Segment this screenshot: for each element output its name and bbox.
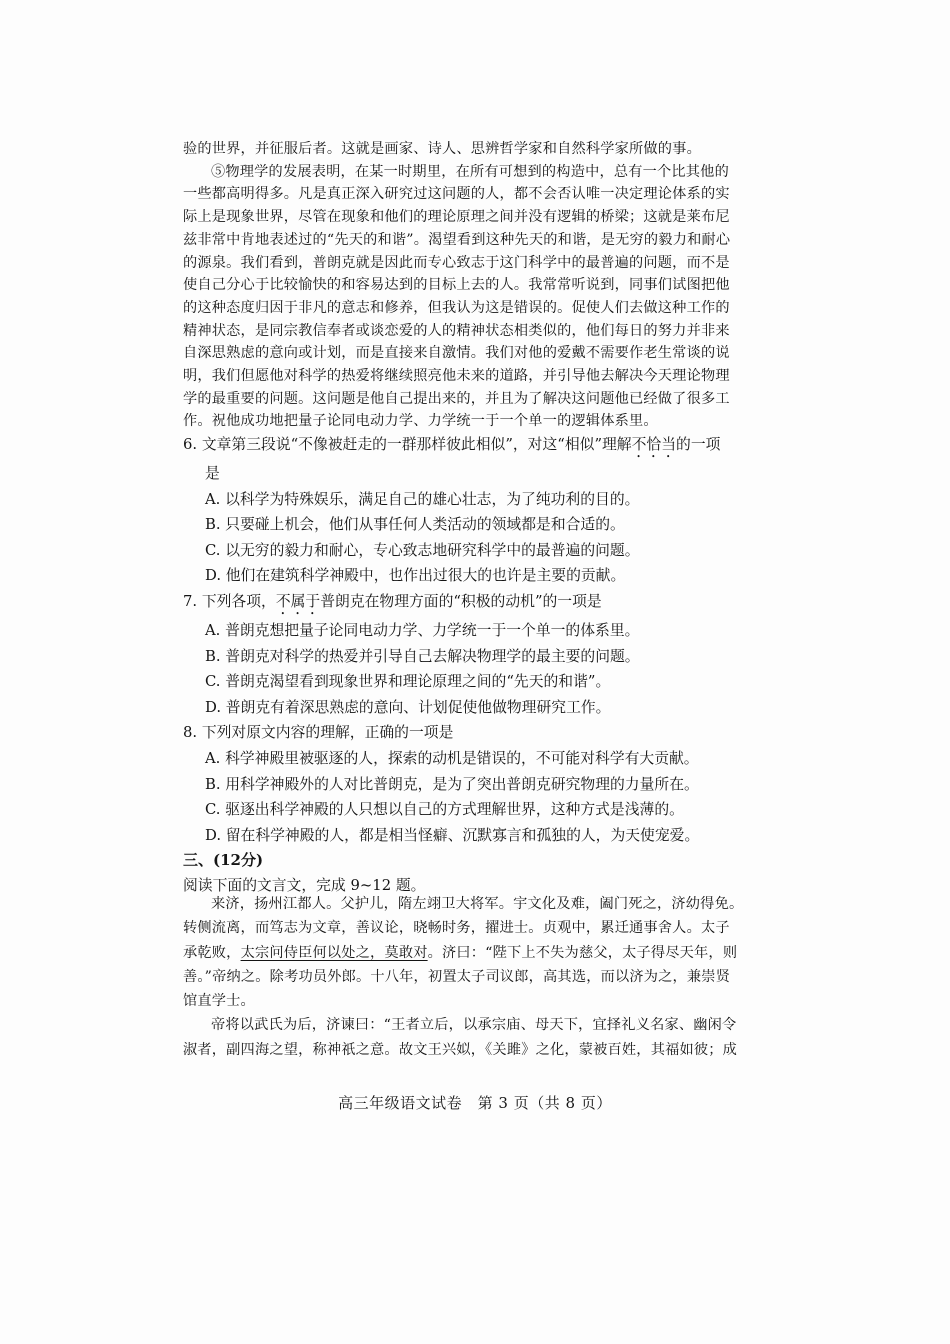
reading-passage [183,138,788,433]
classical-line: 承乾败，太宗问侍臣何以处之，莫敢对。济曰：“陛下上不失为慈父，太子得尽天年，则 [183,944,738,961]
emphasis-text: 不属于 [275,592,321,610]
classical-line: 来济，扬州江都人。父护儿，隋左翊卫大将军。宇文化及难，阖门死之，济幼得免。 [211,896,744,912]
question-7-stem: 7. 下列各项，不属于普朗克在物理方面的“积极的动机”的一项是 [183,592,602,610]
question-8-option-b: B. 用科学神殿外的人对比普朗克，是为了突出普朗克研究物理的力量所在。 [205,775,699,793]
page-footer: 高三年级语文试卷 第 3 页（共 8 页） [338,1094,612,1112]
question-6-option-b: B. 只要碰上机会，他们从事任何人类活动的领域都是和合适的。 [205,516,625,534]
section-3-instruction: 阅读下面的文言文，完成 9~12 题。 [183,877,426,895]
classical-passage [183,892,788,1062]
question-6-stem: 6. 文章第三段说“不像被赶走的一群那样彼此相似”，对这“相似”理解不恰当的一项 [183,436,721,453]
classical-line: 帝将以武氏为后，济谏曰：“王者立后，以承宗庙、母天下，宜择礼义名家、幽闲令 [211,1017,737,1034]
passage-line: 明，我们但愿他对科学的热爱将继续照亮他未来的道路，并引导他去解决今天理论物理 [183,368,730,385]
classical-line: 淑者，副四海之望，称神祇之意。故文王兴姒，《关雎》之化，蒙被百姓，其福如彼；成 [183,1041,738,1058]
question-7-option-c: C. 普朗克渴望看到现象世界和理论原理之间的“先天的和谐”。 [205,673,611,691]
emphasis-text: 不恰当 [631,436,677,453]
passage-line: 使自己分心于比较愉快的和容易达到的目标上去的人。我常常听说到，同事们试图把他 [183,277,730,294]
question-8-option-a: A. 科学神殿里被驱逐的人，探索的动机是错误的，不可能对科学有大贡献。 [205,749,699,767]
classical-line: 转侧流离，而笃志为文章，善议论，晓畅时务，擢进士。贞观中，累迁通事舍人。太子 [183,920,730,937]
question-7-option-b: B. 普朗克对科学的热爱并引导自己去解决物理学的最主要的问题。 [205,647,640,665]
passage-line: 验的世界，并征服后者。这就是画家、诗人、思辨哲学家和自然科学家所做的事。 [183,141,701,157]
passage-line: 兹非常中肯地表述过的“先天的和谐”。渴望看到这种先天的和谐，是无穷的毅力和耐心 [183,231,731,248]
passage-line: 际上是现象世界，尽管在现象和他们的理论原理之间并没有逻辑的桥梁；这就是莱布尼 [183,209,730,226]
passage-line: 自深思熟虑的意向或计划，而是直接来自激情。我们对他的爱戴不需要作老生常谈的说 [183,345,730,362]
passage-line: ⑤物理学的发展表明，在某一时期里，在所有可想到的构造中，总有一个比其他的 [211,163,729,180]
passage-line: 的这种态度归因于非凡的意志和修养，但我认为这是错误的。促使人们去做这种工作的 [183,299,730,316]
questions-block [183,432,788,899]
passage-line: 的源泉。我们看到，普朗克就是因此而专心致志于这门科学中的最普遍的问题，而不是 [183,254,730,271]
section-3-heading: 三、(12分) [183,851,264,870]
classical-line: 善。”帝纳之。除考功员外郎。十八年，初置太子司议郎，高其选，而以济为之，兼崇贤 [183,968,731,985]
question-6-option-a: A. 以科学为特殊娱乐，满足自己的雄心壮志，为了纯功利的目的。 [205,490,640,508]
question-8-stem: 8. 下列对原文内容的理解，正确的一项是 [183,724,454,742]
question-8-option-d: D. 留在科学神殿的人，都是相当怪癖、沉默寡言和孤独的人，为天使宠爱。 [205,826,700,844]
underlined-sentence: 太宗问侍臣何以处之，莫敢对 [240,944,428,961]
question-7-option-d: D. 普朗克有着深思熟虑的意向、计划促使他做物理研究工作。 [205,698,611,716]
question-6-stem-cont: 是 [205,465,220,482]
classical-line: 馆直学士。 [183,993,255,1010]
passage-line: 一些都高明得多。凡是真正深入研究过这问题的人，都不会否认唯一决定理论体系的实 [183,186,730,203]
question-8-option-c: C. 驱逐出科学神殿的人只想以自己的方式理解世界，这种方式是浅薄的。 [205,801,684,819]
question-6-option-c: C. 以无穷的毅力和耐心，专心致志地研究科学中的最普遍的问题。 [205,541,640,559]
question-6-option-d: D. 他们在建筑科学神殿中，也作出过很大的也许是主要的贡献。 [205,567,626,585]
question-7-option-a: A. 普朗克想把量子论同电动力学、力学统一于一个单一的体系里。 [205,621,640,639]
passage-line: 学的最重要的问题。这问题是他自己提出来的，并且为了解决这问题他已经做了很多工 [183,390,730,407]
passage-line: 作。祝他成功地把量子论同电动力学、力学统一于一个单一的逻辑体系里。 [183,413,658,430]
passage-line: 精神状态，是同宗教信奉者或谈恋爱的人的精神状态相类似的，他们每日的努力并非来 [183,322,730,339]
